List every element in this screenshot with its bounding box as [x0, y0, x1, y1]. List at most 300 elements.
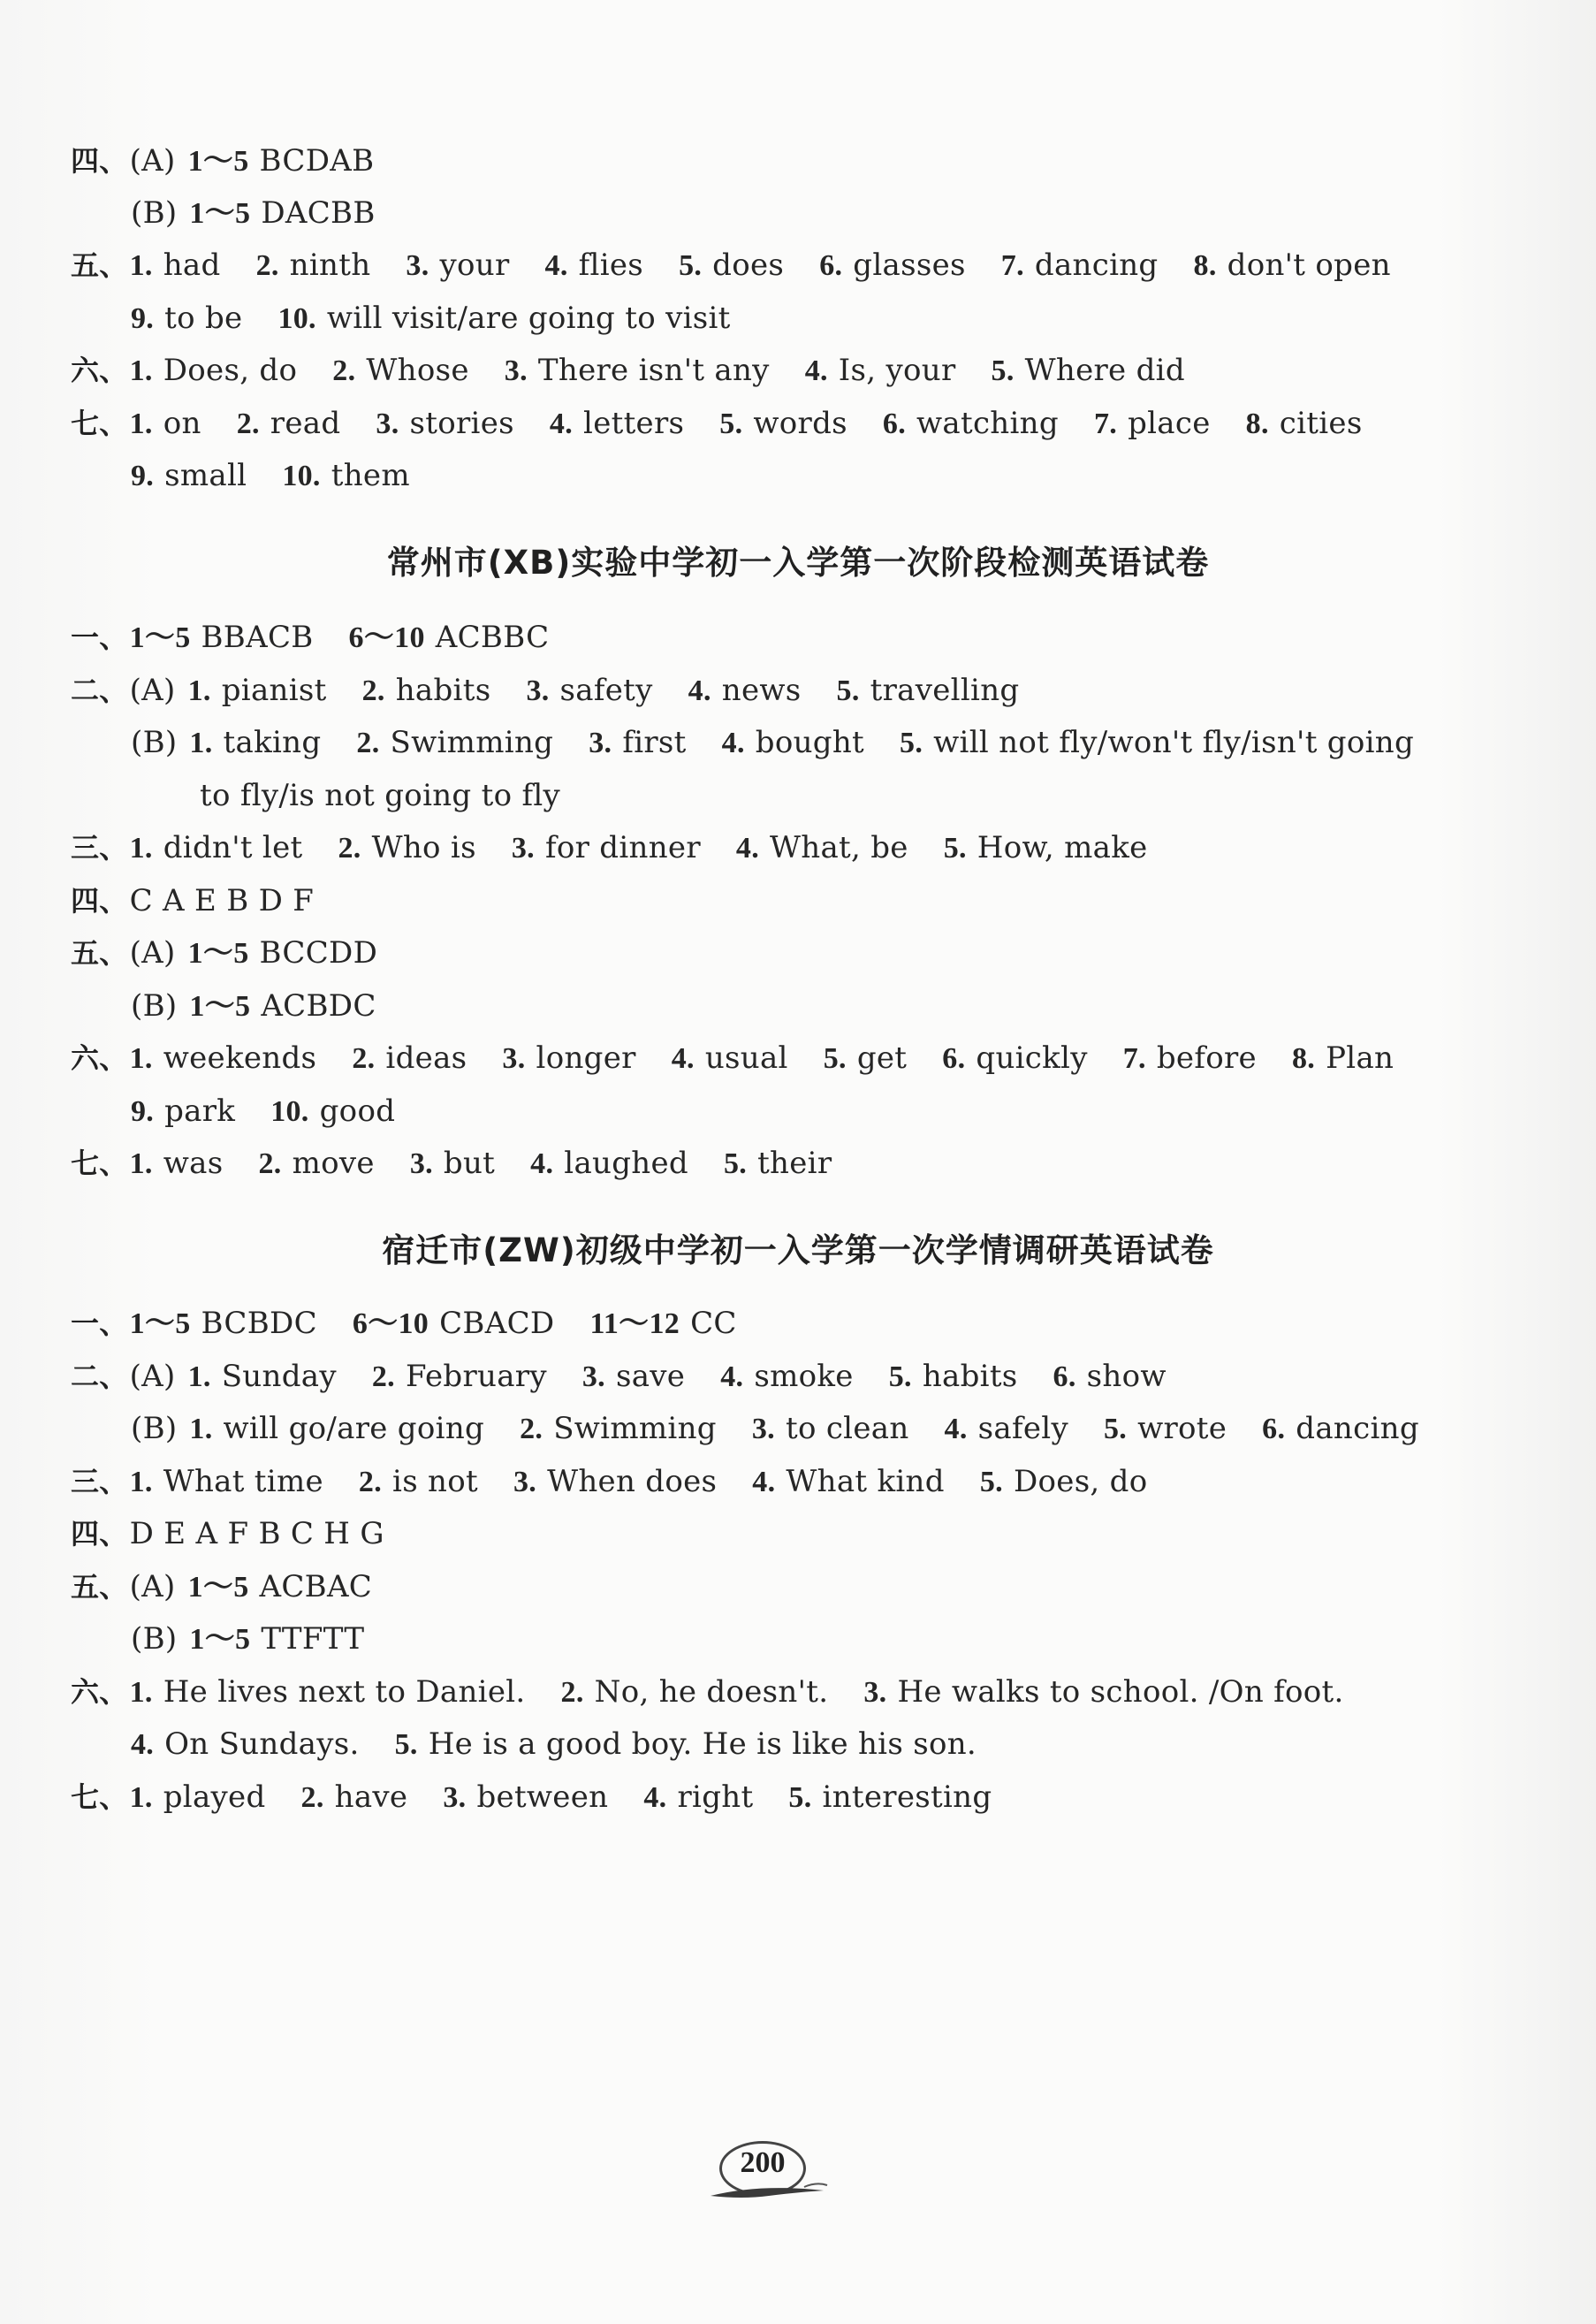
question-number: 1～5 — [189, 1623, 251, 1656]
answer-item — [1292, 1040, 1394, 1076]
answer-text: them — [331, 458, 410, 493]
answer-text: C A E B D F — [129, 883, 315, 918]
answer-item — [722, 725, 864, 760]
question-number: 6. — [882, 408, 907, 440]
answer-item — [582, 1359, 685, 1394]
answer-item — [526, 673, 652, 708]
answer-line — [71, 618, 549, 658]
answer-item — [188, 143, 375, 179]
answer-text: park — [164, 1093, 236, 1129]
answer-item — [1094, 406, 1211, 441]
answer-item — [1246, 406, 1363, 441]
question-number: 6. — [1262, 1413, 1286, 1445]
answer-item — [301, 1779, 408, 1815]
question-number: 4. — [671, 1042, 695, 1075]
question-number: 6～10 — [348, 621, 425, 654]
answer-text: usual — [704, 1040, 788, 1076]
question-number: 9. — [131, 302, 155, 335]
answer-line — [71, 1144, 832, 1184]
answer-text: between — [476, 1779, 609, 1815]
answer-text: watching — [916, 406, 1059, 441]
answer-line — [200, 776, 560, 815]
answer-item — [130, 1040, 317, 1076]
question-number: 1. — [187, 674, 211, 707]
answer-item — [1001, 248, 1159, 283]
question-number: 1～5 — [187, 145, 249, 178]
question-number: 1. — [129, 408, 153, 440]
question-number: 4. — [544, 249, 568, 282]
answer-item — [131, 1093, 235, 1129]
answer-line — [131, 194, 376, 233]
answer-text: ninth — [289, 248, 371, 283]
section-number: 七、 — [71, 1780, 128, 1814]
question-number: 9. — [131, 460, 155, 492]
section-number: 四、 — [71, 1517, 128, 1551]
answer-text: does — [712, 248, 785, 283]
answer-item — [189, 1411, 484, 1446]
answer-text: He lives next to Daniel. — [163, 1674, 526, 1710]
question-number: 2. — [255, 249, 279, 282]
question-number: 1. — [129, 1676, 153, 1709]
answer-text: safely — [977, 1411, 1068, 1446]
section-title: 宿迁市(ZW)初级中学初一入学第一次学情调研英语试卷 — [382, 1231, 1214, 1269]
section-number: 三、 — [71, 831, 128, 865]
answer-text: read — [270, 406, 341, 441]
question-number: 3. — [863, 1676, 887, 1709]
question-number: 10. — [270, 1095, 309, 1128]
answer-item — [362, 673, 491, 708]
answer-line — [131, 1725, 977, 1764]
answer-item — [130, 353, 298, 388]
question-number: 3. — [502, 1042, 526, 1075]
answer-line — [71, 881, 314, 920]
answer-item — [332, 353, 469, 388]
answer-item — [130, 1464, 323, 1499]
question-number: 8. — [1193, 249, 1217, 282]
answer-line — [131, 987, 376, 1026]
answer-text: dancing — [1034, 248, 1159, 283]
question-number: 3. — [409, 1147, 433, 1180]
question-number: 1. — [187, 1360, 211, 1393]
answer-text: Sunday — [221, 1359, 337, 1394]
question-number: 5. — [888, 1360, 912, 1393]
question-number: 10. — [282, 460, 321, 492]
answer-item — [130, 406, 201, 441]
answer-text: your — [439, 248, 510, 283]
question-number: 7. — [1093, 408, 1118, 440]
answer-text: travelling — [870, 673, 1020, 708]
question-number: 9. — [131, 1095, 155, 1128]
answer-text: ideas — [385, 1040, 467, 1076]
answer-item — [752, 1464, 945, 1499]
answer-item — [189, 1621, 364, 1657]
answer-item — [1053, 1359, 1167, 1394]
answer-text: to be — [164, 301, 243, 336]
answer-item — [189, 725, 321, 760]
section-title: 常州市(XB)实验中学初一入学第一次阶段检测英语试卷 — [386, 544, 1210, 582]
question-number: 3. — [751, 1413, 775, 1445]
answer-text: CBACD — [439, 1306, 555, 1341]
answer-item — [130, 883, 315, 918]
part-label: (A) — [129, 1359, 176, 1394]
question-number: 5. — [723, 1147, 748, 1180]
answer-text: get — [856, 1040, 908, 1076]
question-number: 1. — [189, 727, 213, 759]
question-number: 3. — [513, 1466, 537, 1498]
answer-text: right — [677, 1779, 754, 1815]
answer-text: TTFTT — [261, 1621, 365, 1657]
answer-item — [258, 1146, 374, 1181]
section-number: 六、 — [71, 1041, 128, 1075]
answer-line — [71, 1673, 1344, 1712]
answer-item — [945, 1411, 1068, 1446]
answer-text: BCCDD — [259, 935, 378, 971]
answer-item — [376, 406, 514, 441]
question-number: 4. — [721, 727, 745, 759]
answer-text: first — [622, 725, 687, 760]
answer-line — [131, 1092, 395, 1132]
answer-text: ACBDC — [261, 988, 376, 1024]
question-number: 4. — [643, 1781, 667, 1814]
answer-item — [824, 1040, 908, 1076]
question-number: 2. — [300, 1781, 324, 1814]
answer-text: longer — [536, 1040, 636, 1076]
part-label: (B) — [131, 1621, 178, 1657]
answer-text: habits — [395, 673, 491, 708]
question-number: 1. — [129, 1466, 153, 1498]
answer-item — [513, 1464, 717, 1499]
answer-text: will visit/are going to visit — [326, 301, 731, 336]
answer-line — [71, 671, 1019, 711]
question-number: 10. — [277, 302, 316, 335]
question-number: 2. — [358, 1466, 383, 1498]
question-number: 2. — [352, 1042, 376, 1075]
question-number: 1. — [129, 1147, 153, 1180]
answer-text: but — [443, 1146, 496, 1181]
question-number: 5. — [943, 832, 967, 865]
section-number: 六、 — [71, 1675, 128, 1709]
answer-line — [71, 1462, 1148, 1502]
answer-text: flies — [578, 248, 644, 283]
section-number: 五、 — [71, 936, 128, 970]
answer-item — [550, 406, 684, 441]
answer-item — [356, 725, 553, 760]
question-number: 4. — [131, 1728, 155, 1761]
answer-item — [561, 1674, 829, 1710]
answer-text: letters — [583, 406, 685, 441]
answer-line — [71, 351, 1185, 391]
answer-text: move — [292, 1146, 375, 1181]
answer-text: laughed — [564, 1146, 688, 1181]
answer-text: weekends — [163, 1040, 317, 1076]
answer-line — [71, 1357, 1167, 1397]
answer-line — [71, 1514, 384, 1553]
answer-item — [131, 1726, 360, 1762]
part-label: (A) — [129, 1569, 176, 1604]
answer-text: What, be — [770, 830, 908, 865]
answer-item — [992, 353, 1185, 388]
question-number: 3. — [581, 1360, 605, 1393]
answer-item — [282, 458, 410, 493]
answer-line — [71, 141, 374, 181]
answer-text: on — [163, 406, 201, 441]
answer-item — [130, 1516, 384, 1551]
question-number: 3. — [589, 727, 612, 759]
section-number: 二、 — [71, 1360, 128, 1393]
section-number: 五、 — [71, 248, 128, 282]
answer-line — [131, 723, 1414, 763]
question-number: 4. — [735, 832, 759, 865]
question-number: 1. — [129, 249, 153, 282]
answer-item — [131, 301, 242, 336]
answer-item — [359, 1464, 478, 1499]
section-number: 三、 — [71, 1465, 128, 1498]
question-number: 2. — [560, 1676, 584, 1709]
answer-item — [837, 673, 1020, 708]
answer-item — [719, 406, 847, 441]
answer-item — [736, 830, 908, 865]
answer-item — [270, 1093, 395, 1129]
answer-text: stories — [409, 406, 514, 441]
answer-item — [189, 988, 376, 1024]
answer-text: played — [163, 1779, 266, 1815]
answer-item — [889, 1359, 1018, 1394]
answer-item — [520, 1411, 717, 1446]
question-number: 2. — [520, 1413, 543, 1445]
answer-item — [130, 830, 303, 865]
answer-item — [589, 725, 686, 760]
answer-item — [188, 1569, 373, 1604]
answer-text: taking — [223, 725, 322, 760]
answer-line — [71, 1567, 372, 1607]
answer-item — [643, 1779, 753, 1815]
answer-line — [131, 456, 410, 496]
answer-text: CC — [690, 1306, 737, 1341]
answer-text: ACBBC — [435, 620, 550, 655]
question-number: 6. — [942, 1042, 966, 1075]
answer-item — [130, 248, 221, 283]
question-number: 3. — [504, 354, 528, 387]
question-number: 2. — [356, 727, 380, 759]
answer-text: Does, do — [163, 353, 298, 388]
question-number: 3. — [406, 249, 429, 282]
section-number: 五、 — [71, 1570, 128, 1604]
question-number: 1. — [129, 354, 153, 387]
question-number: 2. — [332, 354, 356, 387]
answer-item — [752, 1411, 909, 1446]
answer-line — [131, 299, 731, 339]
answer-text: habits — [922, 1359, 1018, 1394]
answer-text: words — [753, 406, 847, 441]
answer-text: glasses — [853, 248, 966, 283]
answer-item — [530, 1146, 688, 1181]
answer-text: dancing — [1296, 1411, 1419, 1446]
question-number: 3. — [376, 408, 399, 440]
question-number: 1～5 — [189, 990, 251, 1023]
answer-item — [130, 620, 314, 655]
answer-item — [688, 673, 802, 708]
answer-item — [1104, 1411, 1227, 1446]
question-number: 5. — [1103, 1413, 1128, 1445]
page-number-badge — [707, 2141, 831, 2203]
answer-item — [900, 725, 1414, 760]
question-number: 5. — [788, 1781, 812, 1814]
answer-line — [71, 246, 1391, 286]
answer-text: bought — [755, 725, 865, 760]
answer-text: He is a good boy. He is like his son. — [428, 1726, 977, 1762]
answer-item — [545, 248, 644, 283]
question-number: 7. — [1000, 249, 1024, 282]
answer-text: ACBAC — [259, 1569, 373, 1604]
answer-text: save — [615, 1359, 686, 1394]
part-label: (A) — [129, 143, 176, 179]
part-label: (B) — [131, 195, 178, 231]
answer-text: wrote — [1137, 1411, 1227, 1446]
answer-line — [71, 404, 1363, 444]
part-label: (A) — [129, 935, 176, 971]
answer-text: was — [163, 1146, 224, 1181]
answer-text: When does — [547, 1464, 718, 1499]
answer-line — [71, 933, 377, 973]
answer-text: D E A F B C H G — [129, 1516, 384, 1551]
answer-text: had — [163, 248, 221, 283]
answer-item — [443, 1779, 608, 1815]
answer-text: place — [1128, 406, 1211, 441]
answer-text: to clean — [785, 1411, 909, 1446]
answer-item — [130, 1146, 224, 1181]
answer-item — [188, 935, 378, 971]
question-number: 11～12 — [589, 1307, 680, 1340]
question-number: 5. — [719, 408, 743, 440]
question-number: 2. — [258, 1147, 282, 1180]
answer-item — [788, 1779, 992, 1815]
question-number: 5. — [394, 1728, 418, 1761]
answer-text: On Sundays. — [164, 1726, 360, 1762]
swoosh-decoration — [707, 2180, 831, 2203]
answer-item — [353, 1306, 555, 1341]
question-number: 1～5 — [129, 621, 191, 654]
answer-text: Swimming — [553, 1411, 717, 1446]
section-number: 一、 — [71, 1307, 128, 1340]
answer-line — [131, 1409, 1419, 1449]
question-number: 1～5 — [187, 1571, 249, 1604]
question-number: 1～5 — [189, 197, 251, 230]
question-number: 4. — [530, 1147, 554, 1180]
answer-item — [349, 620, 550, 655]
question-number: 4. — [944, 1413, 968, 1445]
answer-item — [338, 830, 476, 865]
answer-item — [256, 248, 371, 283]
question-number: 4. — [804, 354, 828, 387]
question-number: 5. — [679, 249, 703, 282]
section-number: 一、 — [71, 621, 128, 654]
answer-text: There isn't any — [537, 353, 770, 388]
answer-text: smoke — [754, 1359, 854, 1394]
question-number: 8. — [1245, 408, 1269, 440]
answer-item — [189, 195, 375, 231]
answer-text: cities — [1279, 406, 1363, 441]
answer-item — [724, 1146, 832, 1181]
question-number: 5. — [836, 674, 860, 707]
answer-item — [237, 406, 341, 441]
section-number: 七、 — [71, 407, 128, 440]
question-number: 7. — [1122, 1042, 1146, 1075]
answer-item — [188, 673, 327, 708]
answer-item — [944, 830, 1148, 865]
answer-item — [395, 1726, 977, 1762]
question-number: 4. — [720, 1360, 744, 1393]
answer-text: DACBB — [261, 195, 376, 231]
section-number: 六、 — [71, 354, 128, 387]
question-number: 6～10 — [352, 1307, 429, 1340]
part-label: (B) — [131, 1411, 178, 1446]
answer-text: Does, do — [1013, 1464, 1148, 1499]
question-number: 6. — [1053, 1360, 1076, 1393]
answer-item — [188, 1359, 337, 1394]
answer-text: quickly — [976, 1040, 1088, 1076]
answer-item — [130, 1674, 526, 1710]
answer-item — [502, 1040, 635, 1076]
answer-line — [71, 1039, 1394, 1078]
question-number: 8. — [1291, 1042, 1316, 1075]
question-number: 3. — [511, 832, 535, 865]
answer-text: pianist — [221, 673, 327, 708]
answer-item — [512, 830, 701, 865]
answer-item — [200, 778, 560, 813]
answer-item — [406, 248, 509, 283]
answer-text: BBACB — [201, 620, 314, 655]
answer-text: news — [721, 673, 802, 708]
part-label: (B) — [131, 988, 178, 1024]
answer-item — [805, 353, 956, 388]
question-number: 4. — [549, 408, 574, 440]
answer-line — [71, 1304, 737, 1344]
answer-item — [980, 1464, 1148, 1499]
question-number: 5. — [991, 354, 1015, 387]
question-number: 1. — [129, 1781, 153, 1814]
answer-text: safety — [559, 673, 653, 708]
answer-text: No, he doesn't. — [594, 1674, 829, 1710]
answer-line — [131, 1619, 364, 1659]
answer-text: Plan — [1326, 1040, 1395, 1076]
answer-text: He walks to school. /On foot. — [897, 1674, 1344, 1710]
answer-text: BCBDC — [201, 1306, 317, 1341]
answer-item — [720, 1359, 854, 1394]
answer-text: Where did — [1024, 353, 1185, 388]
answer-text: will go/are going — [223, 1411, 485, 1446]
answer-item — [352, 1040, 467, 1076]
answer-text: Is, your — [838, 353, 956, 388]
answer-text: interesting — [822, 1779, 992, 1815]
answer-text: will not fly/won't fly/isn't going — [933, 725, 1415, 760]
answer-item — [819, 248, 966, 283]
question-number: 2. — [371, 1360, 395, 1393]
question-number: 2. — [338, 832, 361, 865]
answer-text: What kind — [786, 1464, 945, 1499]
answer-item — [130, 1306, 317, 1341]
question-number: 4. — [688, 674, 711, 707]
section-number: 七、 — [71, 1147, 128, 1180]
answer-text: is not — [392, 1464, 478, 1499]
answer-item — [679, 248, 784, 283]
section-number: 四、 — [71, 144, 128, 178]
question-number: 3. — [526, 674, 550, 707]
answer-item — [130, 1779, 266, 1815]
part-label: (B) — [131, 725, 178, 760]
part-label: (A) — [129, 673, 176, 708]
answer-item — [1194, 248, 1391, 283]
answer-text: before — [1156, 1040, 1257, 1076]
